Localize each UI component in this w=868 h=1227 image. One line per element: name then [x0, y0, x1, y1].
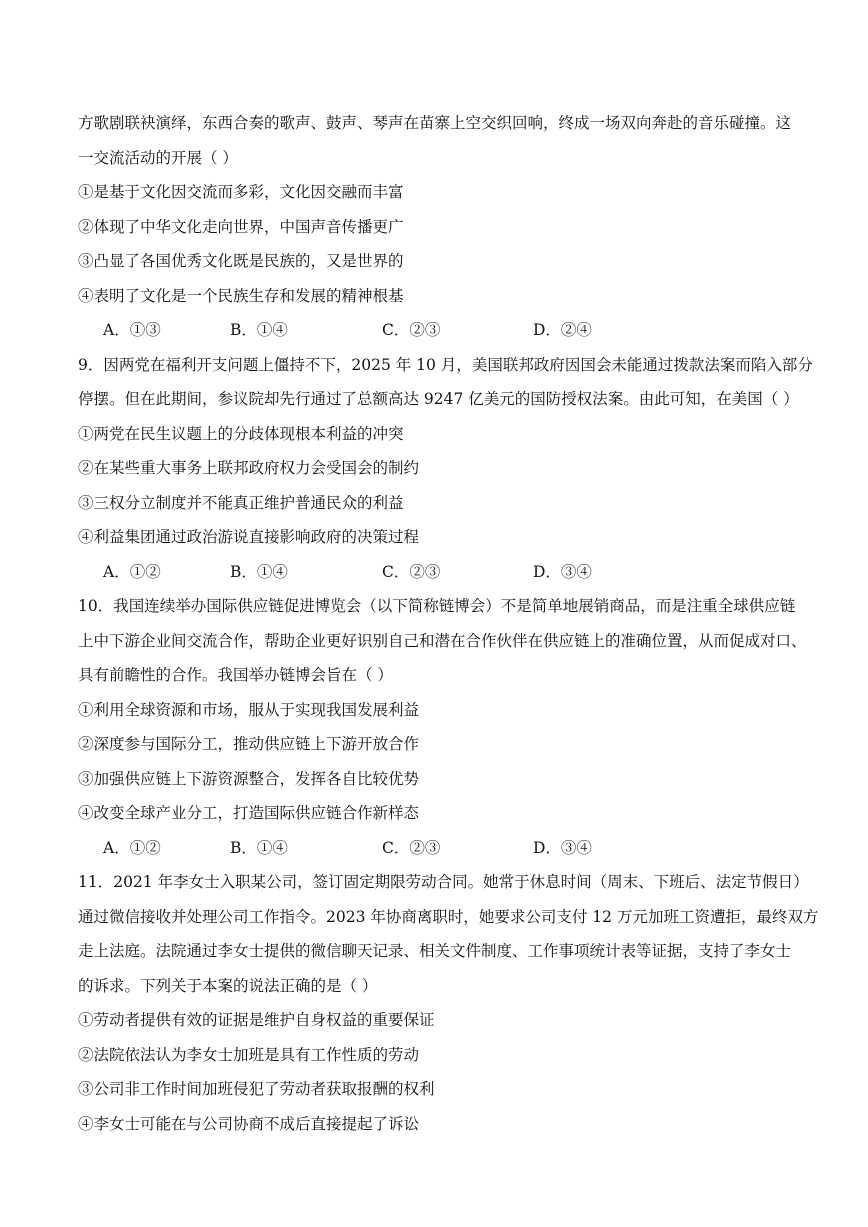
q11-statement-3: ③公司非工作时间加班侵犯了劳动者获取报酬的权利: [78, 1080, 435, 1098]
q10-stem-line-3: 具有前瞻性的合作。我国举办链博会旨在（ ）: [78, 666, 393, 684]
q9-option-b: B．①④: [230, 563, 288, 581]
q11-stem-line-1: 11．2021 年李女士入职某公司，签订固定期限劳动合同。她常于休息时间（周末、下班后、法定节假日）: [78, 873, 809, 891]
q8-option-d: D．②④: [533, 321, 592, 339]
q9-option-a: A．①②: [103, 563, 161, 581]
q10-option-d: D．③④: [533, 839, 592, 857]
q11-stem-line-3: 走上法庭。法院通过李女士提供的微信聊天记录、相关文件制度、工作事项统计表等证据，支持了李女士: [78, 942, 792, 960]
q10-option-a: A．①②: [103, 839, 161, 857]
q9-option-c: C．②③: [382, 563, 441, 581]
q8-statement-4: ④表明了文化是一个民族生存和发展的精神根基: [78, 287, 404, 305]
q9-statement-2: ②在某些重大事务上联邦政府权力会受国会的制约: [78, 459, 420, 477]
q11-stem-line-4: 的诉求。下列关于本案的说法正确的是（ ）: [78, 977, 378, 995]
q8-statement-2: ②体现了中华文化走向世界，中国声音传播更广: [78, 218, 404, 236]
q11-statement-2: ②法院依法认为李女士加班是具有工作性质的劳动: [78, 1046, 420, 1064]
q10-statement-1: ①利用全球资源和市场，服从于实现我国发展利益: [78, 701, 420, 719]
q9-statement-4: ④利益集团通过政治游说直接影响政府的决策过程: [78, 528, 420, 546]
q8-stem-line-2: 一交流活动的开展（ ）: [78, 149, 238, 167]
q9-stem-line-2: 停摆。但在此期间，参议院却先行通过了总额高达 9247 亿美元的国防授权法案。由此可知，在美国（ ）: [78, 390, 799, 408]
q11-stem-line-2: 通过微信接收并处理公司工作指令。2023 年协商离职时，她要求公司支付 12 万元加班工资遭拒，最终双方: [78, 908, 819, 926]
q11-statement-4: ④李女士可能在与公司协商不成后直接提起了诉讼: [78, 1115, 420, 1133]
q9-stem-line-1: 9．因两党在福利开支问题上僵持不下，2025 年 10 月，美国联邦政府因国会未能通过拨款法案而陷入部分: [78, 356, 813, 374]
q10-statement-2: ②深度参与国际分工，推动供应链上下游开放合作: [78, 735, 420, 753]
q10-stem-line-2: 上中下游企业间交流合作，帮助企业更好识别自己和潜在合作伙伴在供应链上的准确位置，从而促成对口、: [78, 632, 807, 650]
q10-option-b: B．①④: [230, 839, 288, 857]
q9-statement-3: ③三权分立制度并不能真正维护普通民众的利益: [78, 494, 404, 512]
q8-option-a: A．①③: [103, 321, 161, 339]
q8-stem-line-1: 方歌剧联袂演绎，东西合奏的歌声、鼓声、琴声在苗寨上空交织回响，终成一场双向奔赴的音乐碰撞。这: [78, 114, 792, 132]
q9-option-d: D．③④: [533, 563, 592, 581]
q8-option-c: C．②③: [382, 321, 441, 339]
q8-option-b: B．①④: [230, 321, 288, 339]
q10-statement-3: ③加强供应链上下游资源整合，发挥各自比较优势: [78, 770, 420, 788]
q8-statement-1: ①是基于文化因交流而多彩，文化因交融而丰富: [78, 183, 404, 201]
q10-statement-4: ④改变全球产业分工，打造国际供应链合作新样态: [78, 804, 420, 822]
q10-option-c: C．②③: [382, 839, 441, 857]
q9-statement-1: ①两党在民生议题上的分歧体现根本利益的冲突: [78, 425, 404, 443]
q10-stem-line-1: 10．我国连续举办国际供应链促进博览会（以下简称链博会）不是简单地展销商品，而是注重全球供应链: [78, 597, 796, 615]
q11-statement-1: ①劳动者提供有效的证据是维护自身权益的重要保证: [78, 1011, 435, 1029]
q8-statement-3: ③凸显了各国优秀文化既是民族的，又是世界的: [78, 252, 404, 270]
